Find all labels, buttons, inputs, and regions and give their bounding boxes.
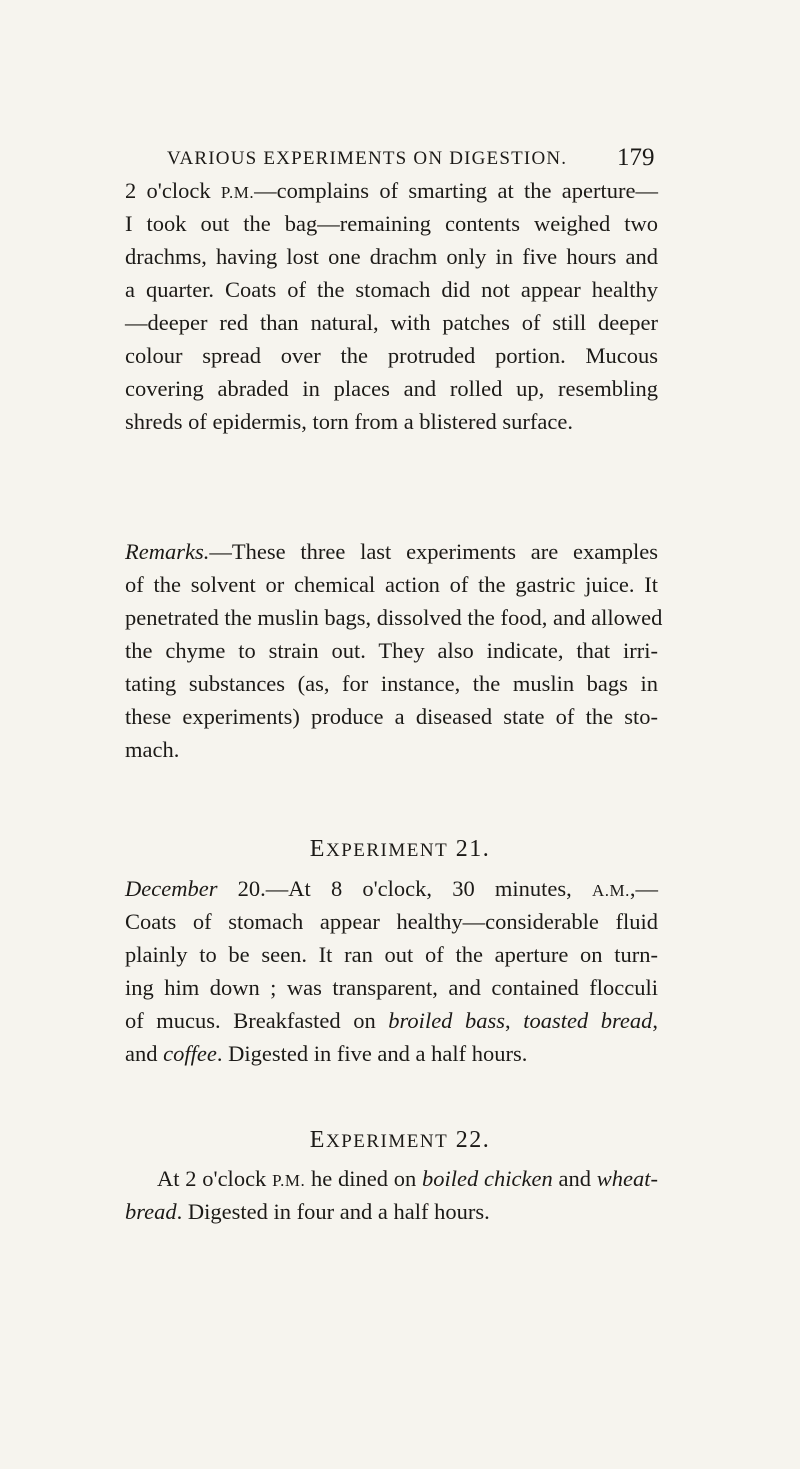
experiment-22-heading: EXPERIMENT 22. [309,1127,491,1153]
text-line: mach. [125,737,180,762]
paragraph-experiment-22-cont [125,1195,658,1228]
text-line: December 20.—At 8 o'clock, 30 minutes, A.M.,— [125,876,658,901]
running-title: VARIOUS EXPERIMENTS ON DIGESTION. [167,148,568,169]
food-item: wheat- [596,1166,658,1191]
paragraph-experiment-22 [157,1162,658,1195]
food-item: toasted bread [523,1008,653,1033]
text-line: colour spread over the protruded portion. Mucous [125,343,658,368]
text-line: of mucus. Breakfasted on broiled bass, toasted bread, [125,1008,659,1033]
paragraph-observation [125,174,658,438]
text-line: shreds of epidermis, torn from a blistered surface. [125,409,573,434]
text-line: Remarks.—These three last experiments are examples [125,539,658,564]
text-line: At 2 o'clock P.M. he dined on boiled chicken and wheat- [157,1166,658,1191]
text-line: of the solvent or chemical action of the gastric juice. It [125,572,658,597]
food-item: bread [125,1199,177,1224]
text-line: plainly to be seen. It ran out of the aperture on turn- [125,942,658,967]
food-item: broiled bass [388,1008,505,1033]
food-item: boiled chicken [422,1166,553,1191]
page-number: 179 [617,144,655,171]
text-line: Coats of stomach appear healthy—considerable fluid [125,909,658,934]
text-line: 2 o'clock P.M.—complains of smarting at the aperture— [125,178,658,203]
remarks-label: Remarks. [125,539,210,564]
text-line: these experiments) produce a diseased state of the sto- [125,704,658,729]
text-line: covering abraded in places and rolled up, resembling [125,376,658,401]
text-line: I took out the bag—remaining contents weighed two [125,211,658,236]
text-line: —deeper red than natural, with patches of still deeper [125,310,658,335]
text-line: bread. Digested in four and a half hours. [125,1199,490,1224]
text-line: tating substances (as, for instance, the muslin bags in [125,671,658,696]
paragraph-remarks [125,535,663,766]
text-line: penetrated the muslin bags, dissolved the food, and allowed [125,605,663,630]
text-line: and coffee. Digested in five and a half hours. [125,1041,528,1066]
text-line: a quarter. Coats of the stomach did not appear healthy [125,277,658,302]
text-line: the chyme to strain out. They also indicate, that irri- [125,638,658,663]
food-item: coffee [163,1041,217,1066]
text-line: ing him down ; was transparent, and contained flocculi [125,975,658,1000]
paragraph-experiment-21 [125,872,658,1070]
text-line: drachms, having lost one drachm only in five hours and [125,244,658,269]
experiment-21-heading: EXPERIMENT 21. [309,836,491,862]
date-label: December [125,876,218,901]
